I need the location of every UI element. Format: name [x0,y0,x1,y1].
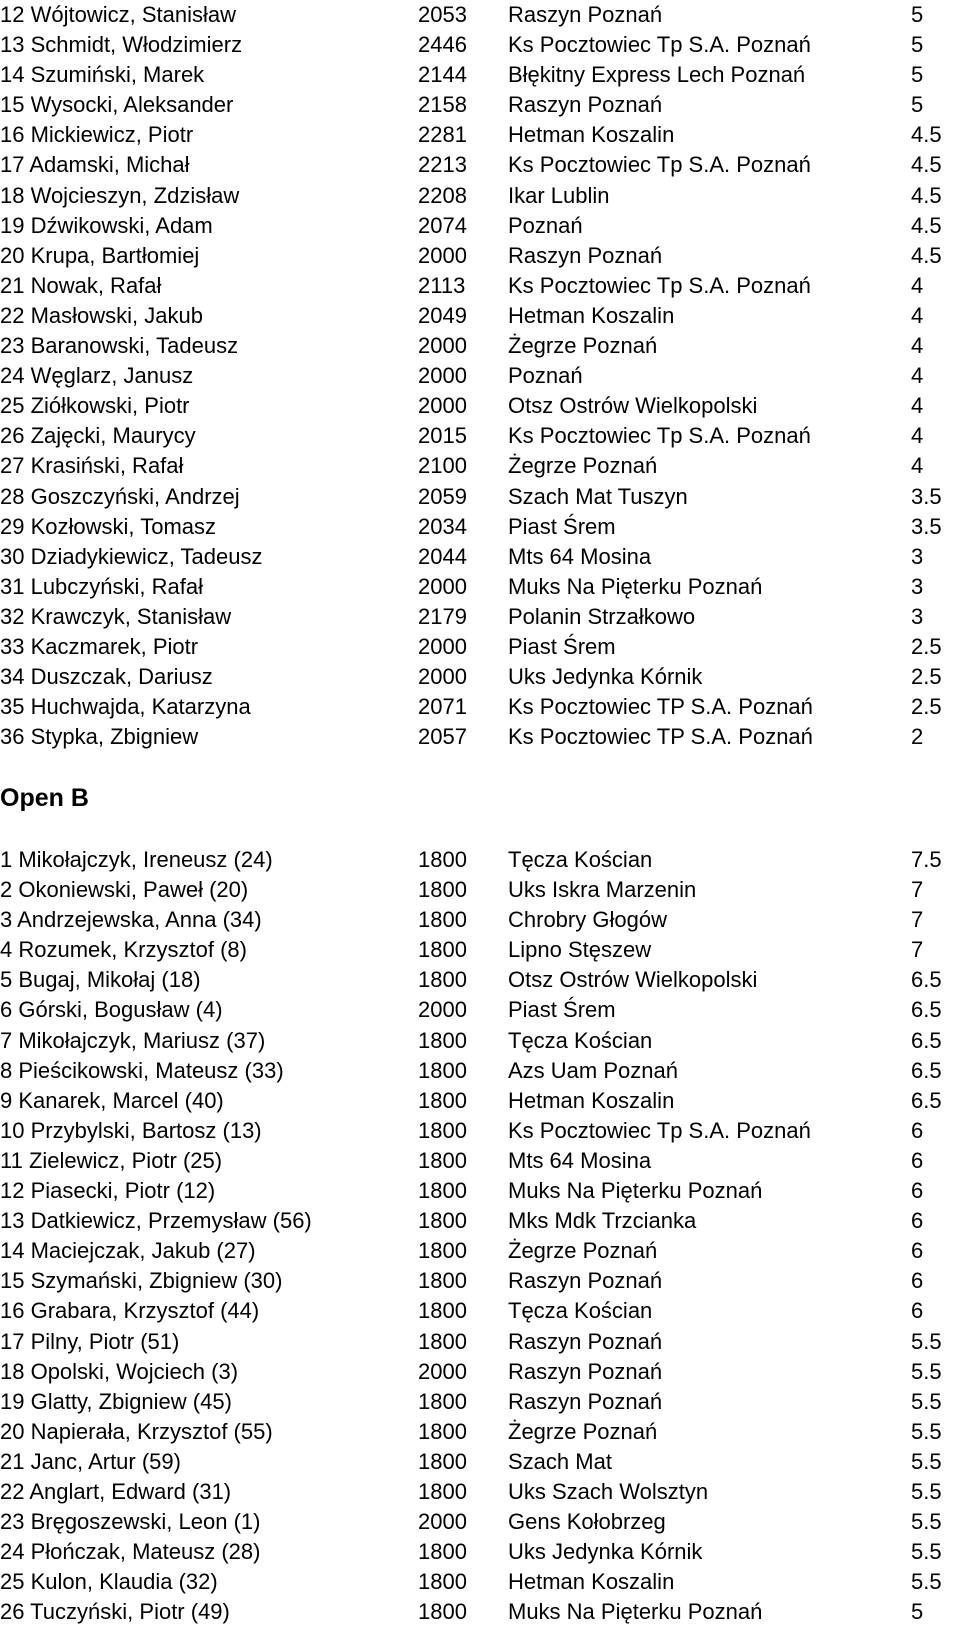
points-cell: 2.5 [911,633,942,659]
open-a-results-table [0,0,960,752]
player-name-cell: 17 Pilny, Piotr (51) [0,1328,180,1354]
player-name-cell: 28 Goszczyński, Andrzej [0,483,240,509]
club-cell: Tęcza Kościan [508,1027,653,1053]
result-row [0,1357,960,1387]
result-row [0,361,960,391]
result-row [0,845,960,875]
points-cell: 5.5 [911,1388,942,1414]
club-cell: Muks Na Pięterku Poznań [508,573,763,599]
result-row [0,150,960,180]
rating-cell: 1800 [418,1599,467,1625]
points-cell: 6 [911,1178,924,1204]
points-cell: 7 [911,877,924,903]
club-cell: Raszyn Poznań [508,242,663,268]
points-cell: 6 [911,1268,924,1294]
player-name-cell: 18 Opolski, Wojciech (3) [0,1358,239,1384]
points-cell: 2 [911,724,924,750]
player-name-cell: 33 Kaczmarek, Piotr [0,633,199,659]
points-cell: 4 [911,453,924,479]
points-cell: 7 [911,937,924,963]
result-row [0,692,960,722]
points-cell: 6 [911,1298,924,1324]
player-name-cell: 32 Krawczyk, Stanisław [0,603,232,629]
rating-cell: 2000 [418,664,467,690]
player-name-cell: 30 Dziadykiewicz, Tadeusz [0,543,263,569]
player-name-cell: 14 Szumiński, Marek [0,62,205,88]
points-cell: 5 [911,62,924,88]
player-name-cell: 9 Kanarek, Marcel (40) [0,1087,224,1113]
rating-cell: 1800 [418,847,467,872]
points-cell: 5.5 [911,1569,942,1595]
club-cell: Ks Pocztowiec Tp S.A. Poznań [508,272,811,298]
club-cell: Raszyn Poznań [508,1328,663,1354]
result-row [0,1296,960,1326]
result-row [0,1387,960,1417]
club-cell: Piast Śrem [508,997,616,1023]
club-cell: Żegrze Poznań [508,333,658,359]
player-name-cell: 24 Płończak, Mateusz (28) [0,1539,261,1565]
points-cell: 7 [911,907,924,933]
rating-cell: 2213 [418,152,467,178]
rating-cell: 1800 [418,1238,467,1264]
player-name-cell: 21 Nowak, Rafał [0,272,162,298]
result-row [0,301,960,331]
result-row [0,722,960,752]
rating-cell: 2158 [418,92,467,118]
club-cell: Żegrze Poznań [508,1238,658,1264]
player-name-cell: 13 Schmidt, Włodzimierz [0,32,243,58]
player-name-cell: 3 Andrzejewska, Anna (34) [0,907,262,933]
points-cell: 4.5 [911,152,942,178]
result-row [0,1206,960,1236]
result-row [0,421,960,451]
result-row [0,662,960,692]
rating-cell: 2281 [418,122,467,148]
rating-cell: 2000 [418,997,467,1023]
player-name-cell: 14 Maciejczak, Jakub (27) [0,1238,256,1264]
player-name-cell: 5 Bugaj, Mikołaj (18) [0,967,201,993]
player-name-cell: 22 Anglart, Edward (31) [0,1478,232,1504]
points-cell: 5 [911,2,924,27]
club-cell: Ikar Lublin [508,182,610,208]
player-name-cell: 17 Adamski, Michał [0,152,190,178]
rating-cell: 1800 [418,1478,467,1504]
club-cell: Mks Mdk Trzcianka [508,1208,697,1234]
rating-cell: 2000 [418,242,467,268]
result-row [0,1447,960,1477]
points-cell: 6.5 [911,1087,942,1113]
rating-cell: 2000 [418,363,467,389]
points-cell: 3.5 [911,483,942,509]
rating-cell: 1800 [418,1268,467,1294]
club-cell: Żegrze Poznań [508,453,658,479]
points-cell: 7.5 [911,847,942,872]
club-cell: Raszyn Poznań [508,1358,663,1384]
points-cell: 4.5 [911,242,942,268]
result-row [0,90,960,120]
player-name-cell: 35 Huchwajda, Katarzyna [0,694,251,720]
player-name-cell: 15 Wysocki, Aleksander [0,92,234,118]
club-cell: Ks Pocztowiec Tp S.A. Poznań [508,423,811,449]
club-cell: Uks Szach Wolsztyn [508,1478,709,1504]
open-b-results-table [0,845,960,1627]
player-name-cell: 36 Stypka, Zbigniew [0,724,199,750]
points-cell: 6 [911,1208,924,1234]
player-name-cell: 26 Tuczyński, Piotr (49) [0,1599,230,1625]
result-row [0,965,960,995]
rating-cell: 2100 [418,453,467,479]
rating-cell: 1800 [418,937,467,963]
club-cell: Uks Jedynka Kórnik [508,664,703,690]
result-row [0,1597,960,1627]
rating-cell: 2000 [418,393,467,419]
points-cell: 5.5 [911,1358,942,1384]
points-cell: 4.5 [911,182,942,208]
rating-cell: 1800 [418,1448,467,1474]
player-name-cell: 19 Glatty, Zbigniew (45) [0,1388,232,1414]
points-cell: 6 [911,1117,924,1143]
player-name-cell: 6 Górski, Bogusław (4) [0,997,223,1023]
points-cell: 3 [911,573,924,599]
result-row [0,542,960,572]
result-row [0,905,960,935]
club-cell: Otsz Ostrów Wielkopolski [508,393,758,419]
rating-cell: 2000 [418,573,467,599]
player-name-cell: 19 Dźwikowski, Adam [0,212,213,238]
result-row [0,875,960,905]
club-cell: Hetman Koszalin [508,302,675,328]
rating-cell: 1800 [418,1539,467,1565]
rating-cell: 2144 [418,62,467,88]
rating-cell: 1800 [418,1418,467,1444]
club-cell: Błękitny Express Lech Poznań [508,62,806,88]
points-cell: 6.5 [911,967,942,993]
points-cell: 5.5 [911,1509,942,1535]
player-name-cell: 20 Krupa, Bartłomiej [0,242,200,268]
points-cell: 4 [911,393,924,419]
club-cell: Tęcza Kościan [508,847,653,872]
points-cell: 5.5 [911,1418,942,1444]
result-row [0,1056,960,1086]
club-cell: Lipno Stęszew [508,937,652,963]
result-row [0,1236,960,1266]
rating-cell: 1800 [418,1569,467,1595]
points-cell: 6 [911,1238,924,1264]
result-row [0,602,960,632]
club-cell: Szach Mat Tuszyn [508,483,688,509]
player-name-cell: 18 Wojcieszyn, Zdzisław [0,182,240,208]
points-cell: 4 [911,423,924,449]
points-cell: 4 [911,333,924,359]
rating-cell: 2179 [418,603,467,629]
result-row [0,211,960,241]
club-cell: Raszyn Poznań [508,1268,663,1294]
rating-cell: 2074 [418,212,467,238]
rating-cell: 2057 [418,724,467,750]
points-cell: 3 [911,543,924,569]
rating-cell: 2000 [418,333,467,359]
player-name-cell: 34 Duszczak, Dariusz [0,664,213,690]
player-name-cell: 16 Mickiewicz, Piotr [0,122,194,148]
club-cell: Ks Pocztowiec TP S.A. Poznań [508,724,813,750]
club-cell: Raszyn Poznań [508,92,663,118]
player-name-cell: 13 Datkiewicz, Przemysław (56) [0,1208,312,1234]
result-row [0,1266,960,1296]
points-cell: 5.5 [911,1448,942,1474]
player-name-cell: 23 Bręgoszewski, Leon (1) [0,1509,261,1535]
player-name-cell: 12 Piasecki, Piotr (12) [0,1178,216,1204]
player-name-cell: 25 Kulon, Klaudia (32) [0,1569,218,1595]
club-cell: Gens Kołobrzeg [508,1509,666,1535]
result-row [0,451,960,481]
points-cell: 2.5 [911,694,942,720]
rating-cell: 1800 [418,1208,467,1234]
player-name-cell: 7 Mikołajczyk, Mariusz (37) [0,1027,266,1053]
rating-cell: 1800 [418,1298,467,1324]
player-name-cell: 22 Masłowski, Jakub [0,302,203,328]
rating-cell: 2053 [418,2,467,27]
rating-cell: 2000 [418,633,467,659]
result-row [0,391,960,421]
club-cell: Uks Jedynka Kórnik [508,1539,703,1565]
rating-cell: 2034 [418,513,467,539]
points-cell: 2.5 [911,664,942,690]
player-name-cell: 25 Ziółkowski, Piotr [0,393,190,419]
club-cell: Ks Pocztowiec Tp S.A. Poznań [508,32,811,58]
result-row [0,181,960,211]
player-name-cell: 10 Przybylski, Bartosz (13) [0,1117,262,1143]
player-name-cell: 24 Węglarz, Janusz [0,363,194,389]
result-row [0,1507,960,1537]
points-cell: 5.5 [911,1539,942,1565]
rating-cell: 1800 [418,1328,467,1354]
points-cell: 4 [911,272,924,298]
rating-cell: 1800 [418,967,467,993]
club-cell: Hetman Koszalin [508,1569,675,1595]
rating-cell: 2015 [418,423,467,449]
club-cell: Polanin Strzałkowo [508,603,696,629]
result-row [0,572,960,602]
rating-cell: 2044 [418,543,467,569]
points-cell: 6.5 [911,997,942,1023]
player-name-cell: 12 Wójtowicz, Stanisław [0,2,236,27]
result-row [0,1176,960,1206]
player-name-cell: 23 Baranowski, Tadeusz [0,333,239,359]
result-row [0,331,960,361]
result-row [0,935,960,965]
rating-cell: 1800 [418,877,467,903]
club-cell: Ks Pocztowiec Tp S.A. Poznań [508,152,811,178]
player-name-cell: 29 Kozłowski, Tomasz [0,513,217,539]
rating-cell: 1800 [418,1057,467,1083]
club-cell: Żegrze Poznań [508,1418,658,1444]
points-cell: 3.5 [911,513,942,539]
player-name-cell: 21 Janc, Artur (59) [0,1448,181,1474]
club-cell: Hetman Koszalin [508,122,675,148]
club-cell: Poznań [508,212,583,238]
club-cell: Muks Na Pięterku Poznań [508,1599,763,1625]
club-cell: Raszyn Poznań [508,2,663,27]
result-row [0,1146,960,1176]
points-cell: 5 [911,92,924,118]
rating-cell: 1800 [418,1027,467,1053]
points-cell: 4.5 [911,122,942,148]
rating-cell: 1800 [418,1147,467,1173]
result-row [0,1537,960,1567]
result-row [0,1327,960,1357]
result-row [0,1116,960,1146]
rating-cell: 2049 [418,302,467,328]
club-cell: Uks Iskra Marzenin [508,877,697,903]
points-cell: 6.5 [911,1027,942,1053]
player-name-cell: 8 Pieścikowski, Mateusz (33) [0,1057,284,1083]
result-row [0,1026,960,1056]
club-cell: Piast Śrem [508,633,616,659]
club-cell: Chrobry Głogów [508,907,667,933]
result-row [0,1567,960,1597]
player-name-cell: 26 Zajęcki, Maurycy [0,423,196,449]
result-row [0,512,960,542]
player-name-cell: 16 Grabara, Krzysztof (44) [0,1298,260,1324]
result-row [0,241,960,271]
rating-cell: 1800 [418,1388,467,1414]
points-cell: 5.5 [911,1478,942,1504]
club-cell: Tęcza Kościan [508,1298,653,1324]
club-cell: Mts 64 Mosina [508,543,652,569]
player-name-cell: 20 Napierała, Krzysztof (55) [0,1418,273,1444]
result-row [0,995,960,1025]
club-cell: Muks Na Pięterku Poznań [508,1178,763,1204]
club-cell: Azs Uam Poznań [508,1057,678,1083]
points-cell: 6 [911,1147,924,1173]
result-row [0,120,960,150]
player-name-cell: 11 Zielewicz, Piotr (25) [0,1147,223,1173]
club-cell: Otsz Ostrów Wielkopolski [508,967,758,993]
points-cell: 6.5 [911,1057,942,1083]
result-row [0,482,960,512]
player-name-cell: 1 Mikołajczyk, Ireneusz (24) [0,847,273,872]
club-cell: Ks Pocztowiec Tp S.A. Poznań [508,1117,811,1143]
result-row [0,60,960,90]
rating-cell: 2446 [418,32,467,58]
points-cell: 5 [911,32,924,58]
points-cell: 5.5 [911,1328,942,1354]
rating-cell: 2208 [418,182,467,208]
result-row [0,1477,960,1507]
player-name-cell: 2 Okoniewski, Paweł (20) [0,877,249,903]
points-cell: 3 [911,603,924,629]
rating-cell: 1800 [418,1178,467,1204]
result-row [0,632,960,662]
result-row [0,1086,960,1116]
club-cell: Poznań [508,363,583,389]
points-cell: 4 [911,363,924,389]
club-cell: Mts 64 Mosina [508,1147,652,1173]
result-row [0,271,960,301]
rating-cell: 1800 [418,1117,467,1143]
club-cell: Szach Mat [508,1448,612,1474]
rating-cell: 2000 [418,1358,467,1384]
result-row [0,30,960,60]
result-row [0,1417,960,1447]
player-name-cell: 31 Lubczyński, Rafał [0,573,203,599]
rating-cell: 1800 [418,907,467,933]
open-b-heading: Open B [0,784,89,812]
points-cell: 4 [911,302,924,328]
result-row [0,0,960,30]
player-name-cell: 4 Rozumek, Krzysztof (8) [0,937,247,963]
rating-cell: 2071 [418,694,467,720]
rating-cell: 2059 [418,483,467,509]
player-name-cell: 27 Krasiński, Rafał [0,453,184,479]
rating-cell: 2000 [418,1509,467,1535]
rating-cell: 2113 [418,272,466,298]
club-cell: Piast Śrem [508,513,616,539]
club-cell: Raszyn Poznań [508,1388,663,1414]
rating-cell: 1800 [418,1087,467,1113]
points-cell: 4.5 [911,212,942,238]
club-cell: Ks Pocztowiec TP S.A. Poznań [508,694,813,720]
points-cell: 5 [911,1599,924,1625]
player-name-cell: 15 Szymański, Zbigniew (30) [0,1268,283,1294]
club-cell: Hetman Koszalin [508,1087,675,1113]
